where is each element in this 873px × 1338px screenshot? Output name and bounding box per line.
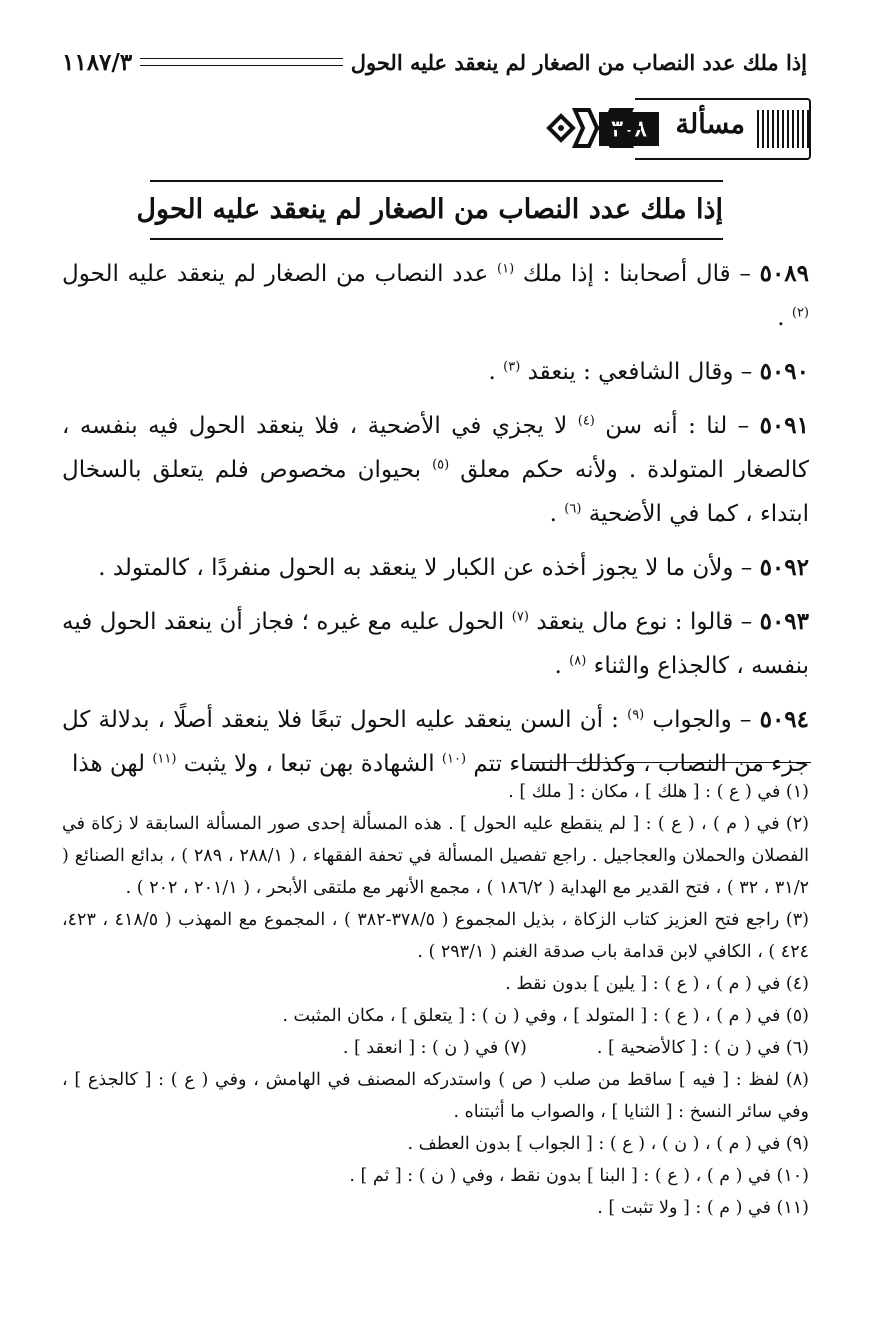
- running-header-title: إذا ملك عدد النصاب من الصغار لم ينعقد عليه الحول: [350, 49, 807, 75]
- masala-banner: [545, 98, 811, 158]
- footnote-ref: (١): [497, 261, 515, 277]
- footnote-ref: (٧): [511, 609, 529, 625]
- ornament-icon: [545, 100, 641, 156]
- footnote-ref: (٥): [432, 457, 450, 473]
- paragraph-5092: ٥٠٩٢ – ولأن ما لا يجوز أخذه عن الكبار لا ينعقد به الحول منفردًا ، كالمتولد .: [98, 554, 809, 581]
- paragraph-5094: ٥٠٩٤ – والجواب $^{(٩)}$ : أن السن ينعقد عليه الحول تبعًا فلا ينعقد أصلًا ، بدلالة كل جزء من النصاب ، وكذلك النساء تتم $^{(١٠)}$ الشهادة بهن تبعا ، ولا يثبت $^{(١١)}$ لهن هذا: [62, 706, 810, 777]
- footnote-ref: (٦): [564, 501, 582, 517]
- footnote-ref: (٨): [569, 653, 587, 669]
- footnote-separator: [531, 762, 811, 763]
- masala-number: ٣٠٨: [599, 112, 659, 146]
- paragraph-text: الحول عليه مع غيره ؛ فجاز أن ينعقد الحول فيه بنفسه ، كالجذاع والثناء: [62, 609, 809, 679]
- paragraph-number: ٥٠٩٤: [759, 706, 810, 733]
- paragraph-text: قال أصحابنا : إذا ملك: [514, 261, 731, 287]
- footnote-ref: (٣): [503, 359, 521, 375]
- paragraph-text: : أن السن ينعقد عليه الحول تبعًا فلا ينعقد أصلًا ، بدلالة كل جزء من النصاب ، وكذلك النساء تتم: [62, 707, 809, 777]
- paragraph-text: .: [549, 501, 565, 527]
- paragraph-text: عدد النصاب من الصغار لم ينعقد عليه الحول: [62, 261, 497, 287]
- banner-frame: [611, 98, 811, 160]
- paragraph-number: ٥٠٩٢: [759, 554, 809, 581]
- paragraph-5090: ٥٠٩٠ – وقال الشافعي : ينعقد $^{(٣)}$ .: [488, 358, 809, 385]
- footnote-ref: (١٠): [441, 751, 467, 767]
- header-rule: [140, 58, 343, 66]
- footnote-ref: (٤): [577, 413, 595, 429]
- paragraph-text: .: [777, 305, 792, 331]
- paragraph-text: بحيوان مخصوص فلم يتعلق بالسخال ابتداء ، كما في الأضحية: [62, 457, 809, 527]
- chapter-heading: [136, 180, 723, 240]
- paragraph-text: لهن هذا: [71, 751, 153, 777]
- footnote-5: (٥) في ( م ) ، ( ع ) : [ المتولد ] ، وفي ( ن ) : [ يتعلق ] ، مكان المثبت .: [282, 1006, 809, 1026]
- paragraph-5093: ٥٠٩٣ – قالوا : نوع مال ينعقد $^{(٧)}$ الحول عليه مع غيره ؛ فجاز أن ينعقد الحول فيه بنفسه ، كالجذاع والثناء $^{(٨)}$ .: [62, 608, 810, 679]
- paragraph-text: .: [488, 359, 504, 385]
- footnote-4: (٤) في ( م ) ، ( ع ) : [ يلين ] بدون نقط .: [505, 974, 809, 994]
- footnote-9: (٩) في ( م ) ، ( ن ) ، ( ع ) : [ الجواب ] بدون العطف .: [407, 1134, 809, 1154]
- paragraph-5091: ٥٠٩١ – لنا : أنه سن $^{(٤)}$ لا يجزي في الأضحية ، فلا ينعقد الحول فيه بنفسه ، كالصغار المتولدة . ولأنه حكم معلق $^{(٥)}$ بحيوان مخصوص فلم يتعلق بالسخال ابتداء ، كما في الأضحية $^{(٦)}$ .: [62, 412, 810, 527]
- paragraph-text: قالوا : نوع مال ينعقد: [528, 609, 734, 635]
- footnote-7: (٧) في ( ن ) : [ انعقد ] .: [342, 1038, 527, 1058]
- paragraph-text: لا يجزي في الأضحية ، فلا ينعقد الحول فيه بنفسه ، كالصغار المتولدة . ولأنه حكم معلق: [62, 413, 810, 483]
- footnote-ref: (١١): [152, 751, 177, 767]
- paragraph-text: وقال الشافعي : ينعقد: [520, 359, 734, 385]
- paragraph-number: ٥٠٨٩: [759, 260, 810, 287]
- footnote-3: (٣) راجع فتح العزيز كتاب الزكاة ، بذيل المجموع ( ٣٧٨/٥-٣٨٢ ) ، المجموع مع المهذب ( ٤١٨/٥ ، ٤٢٣، ٤٢٤ ) ، الكافي لابن قدامة باب صدقة الغنم ( ٢٩٣/١ ) .: [62, 910, 809, 962]
- footnote-ref: (٢): [791, 305, 809, 321]
- footnote-2: (٢) في ( م ) ، ( ع ) : [ لم ينقطع عليه الحول ] . هذه المسألة إحدى صور المسألة السابقة لا زكاة في الفصلان والحملان والعجاجيل . راجع تفصيل المسألة في تحفة الفقهاء ، ( ٢٨٨/١ ، ٢٨٩ ) ، بدائع الصنائع ( ٣١/٢ ، ٣٢ ) ، فتح القدير مع الهداية ( ١٨٦/٢ ) ، مجمع الأنهر مع ملتقى الأبحر ، ( ٢٠١/١ ، ٢٠٢ ) .: [62, 814, 809, 898]
- main-text: [62, 252, 809, 796]
- paragraph-text: .: [554, 653, 570, 679]
- chapter-heading-text: إذا ملك عدد النصاب من الصغار لم ينعقد عليه الحول: [136, 194, 723, 225]
- footnote-ref: (٩): [627, 707, 645, 723]
- paragraph-text: الشهادة بهن تبعا ، ولا يثبت: [176, 751, 442, 777]
- footnote-11: (١١) في ( م ) : [ ولا تثبت ] .: [597, 1198, 809, 1218]
- paragraph-text: لنا : أنه سن: [594, 413, 728, 439]
- paragraph-text: والجواب: [644, 707, 732, 733]
- paragraph-number: ٥٠٩٣: [759, 608, 810, 635]
- footnotes: [62, 776, 809, 1224]
- running-header: [62, 42, 807, 82]
- footnote-8: (٨) لفظ : [ فيه ] ساقط من صلب ( ص ) واستدركه المصنف في الهامش ، وفي ( ع ) : [ كالجذع ] ، وفي سائر النسخ : [ الثنايا ] ، والصواب ما أثبتناه .: [62, 1070, 809, 1122]
- footnote-1: (١) في ( ع ) : [ هلك ] ، مكان : [ ملك ] .: [508, 782, 809, 802]
- paragraph-number: ٥٠٩١: [759, 412, 809, 439]
- hatch-pattern: [757, 110, 809, 148]
- paragraph-text: ولأن ما لا يجوز أخذه عن الكبار لا ينعقد به الحول منفردًا ، كالمتولد .: [98, 555, 734, 581]
- footnote-6: (٦) في ( ن ) : [ كالأضحية ] .: [596, 1038, 809, 1058]
- masala-label: مسألة: [675, 109, 745, 140]
- footnote-pair: [62, 1032, 809, 1064]
- footnote-10: (١٠) في ( م ) ، ( ع ) : [ البنا ] بدون نقط ، وفي ( ن ) : [ ثم ] .: [349, 1166, 809, 1186]
- paragraph-number: ٥٠٩٠: [759, 358, 809, 385]
- page-number: ١١٨٧/٣: [62, 48, 133, 76]
- paragraph-5089: ٥٠٨٩ – قال أصحابنا : إذا ملك $^{(١)}$ عدد النصاب من الصغار لم ينعقد عليه الحول $^{(٢)}$ .: [62, 260, 810, 331]
